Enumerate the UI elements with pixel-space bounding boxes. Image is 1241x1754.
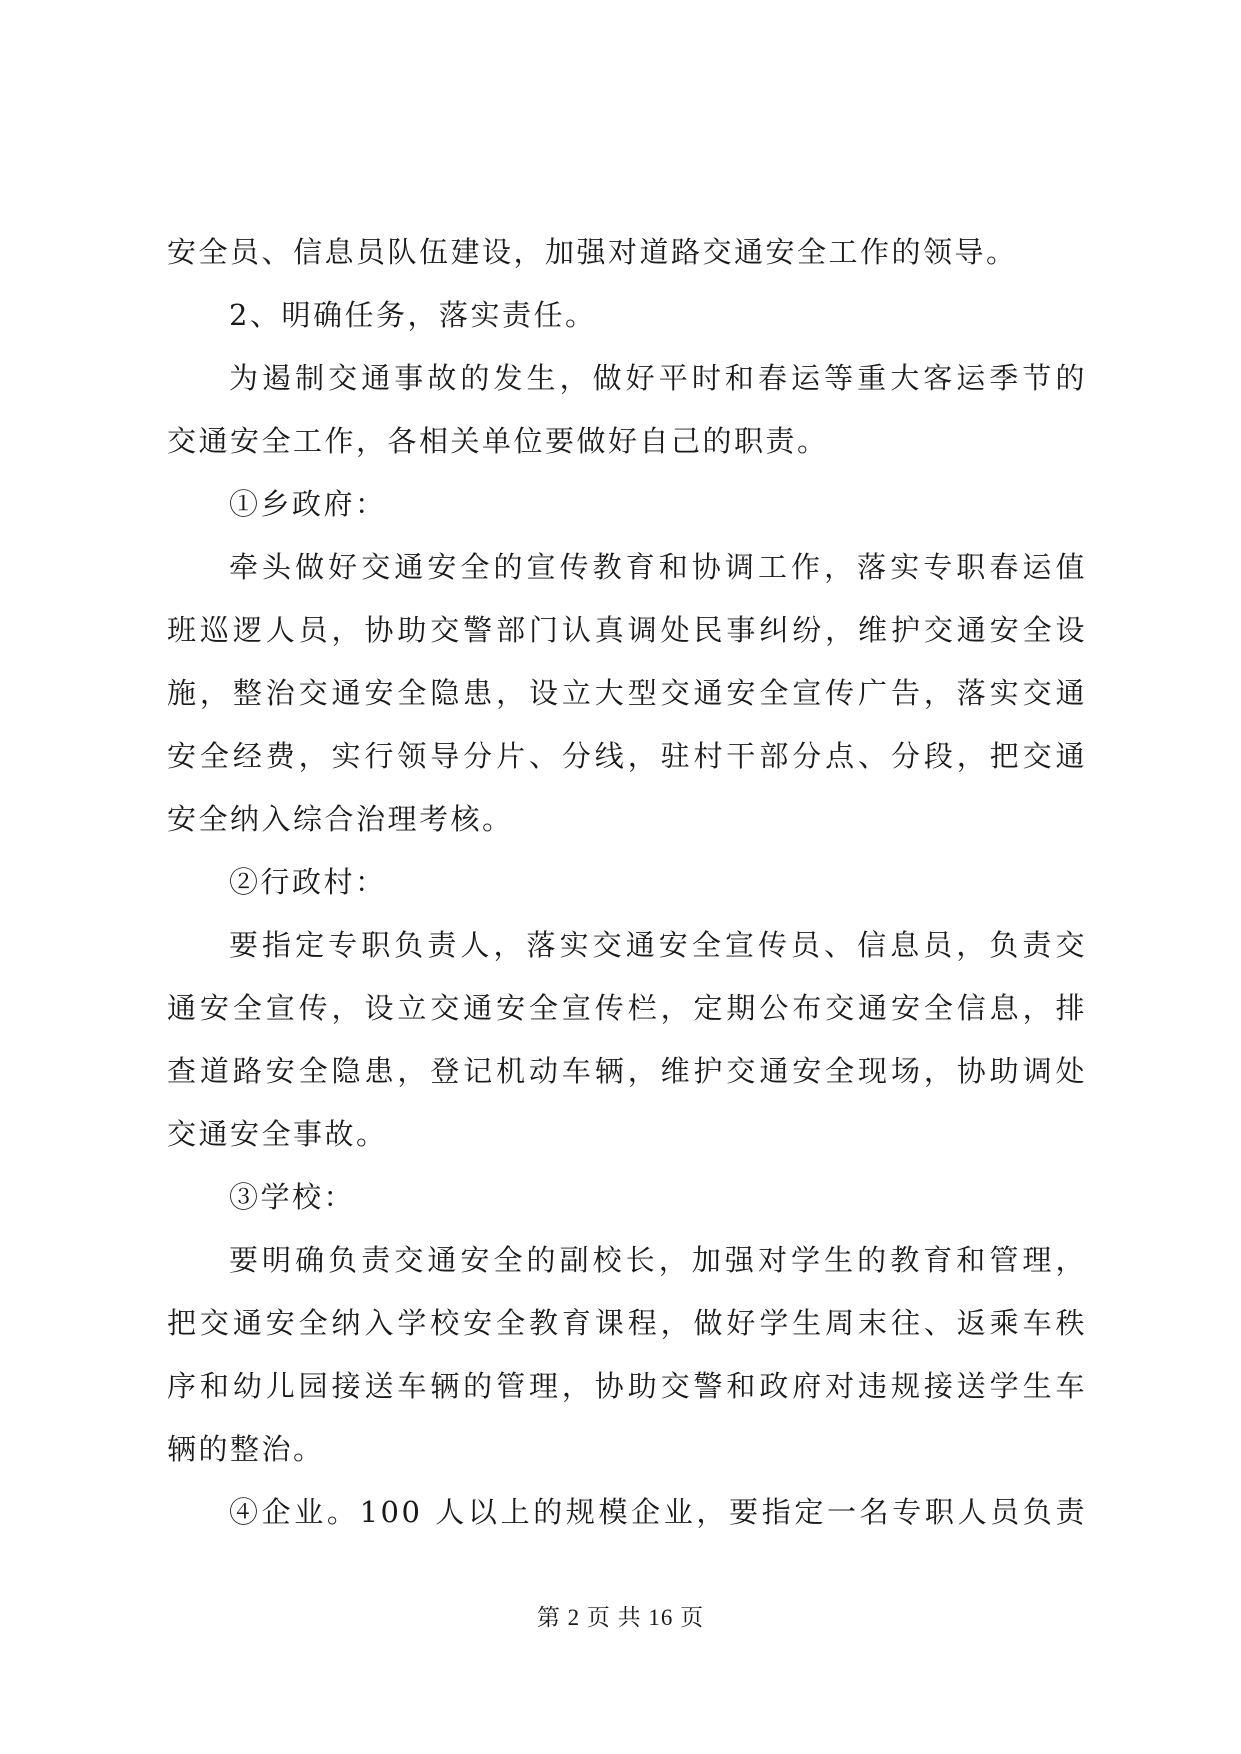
text-line: 安全纳入综合治理考核。 [167,802,514,836]
text-line: 牵头做好交通安全的宣传教育和协调工作，落实专职春运值 [229,550,1087,584]
text-line: 安全员、信息员队伍建设，加强对道路交通安全工作的领导。 [167,235,1018,269]
text-line: 通安全宣传，设立交通安全宣传栏，定期公布交通安全信息，排 [167,991,1087,1025]
text-line: 要指定专职负责人，落实交通安全宣传员、信息员，负责交 [229,928,1087,962]
text-line: 安全经费，实行领导分片、分线，驻村干部分点、分段，把交通 [167,739,1087,773]
text-line: 把交通安全纳入学校安全教育课程，做好学生周末往、返乘车秩 [167,1306,1087,1340]
text-line: 查道路安全隐患，登记机动车辆，维护交通安全现场，协助调处 [167,1054,1087,1088]
text-line: 要明确负责交通安全的副校长，加强对学生的教育和管理， [229,1243,1087,1277]
text-line: 交通安全工作，各相关单位要做好自己的职责。 [167,424,829,458]
text-line: 施，整治交通安全隐患，设立大型交通安全宣传广告，落实交通 [167,676,1087,710]
text-line: 为遏制交通事故的发生，做好平时和春运等重大客运季节的 [229,361,1087,395]
text-line: 序和幼儿园接送车辆的管理，协助交警和政府对违规接送学生车 [167,1369,1087,1403]
text-line: 班巡逻人员，协助交警部门认真调处民事纠纷，维护交通安全设 [167,613,1087,647]
item-heading: ①乡政府： [229,487,387,521]
text-line: 辆的整治。 [167,1432,325,1466]
item-heading: ③学校： [229,1180,356,1214]
text-line: 交通安全事故。 [167,1117,388,1151]
item-heading: ②行政村： [229,865,387,899]
page-footer: 第 2 页 共 16 页 [536,1605,705,1630]
section-heading: 2、明确任务，落实责任。 [229,298,597,332]
text-line: ④企业。100 人以上的规模企业，要指定一名专职人员负责 [229,1495,1087,1529]
